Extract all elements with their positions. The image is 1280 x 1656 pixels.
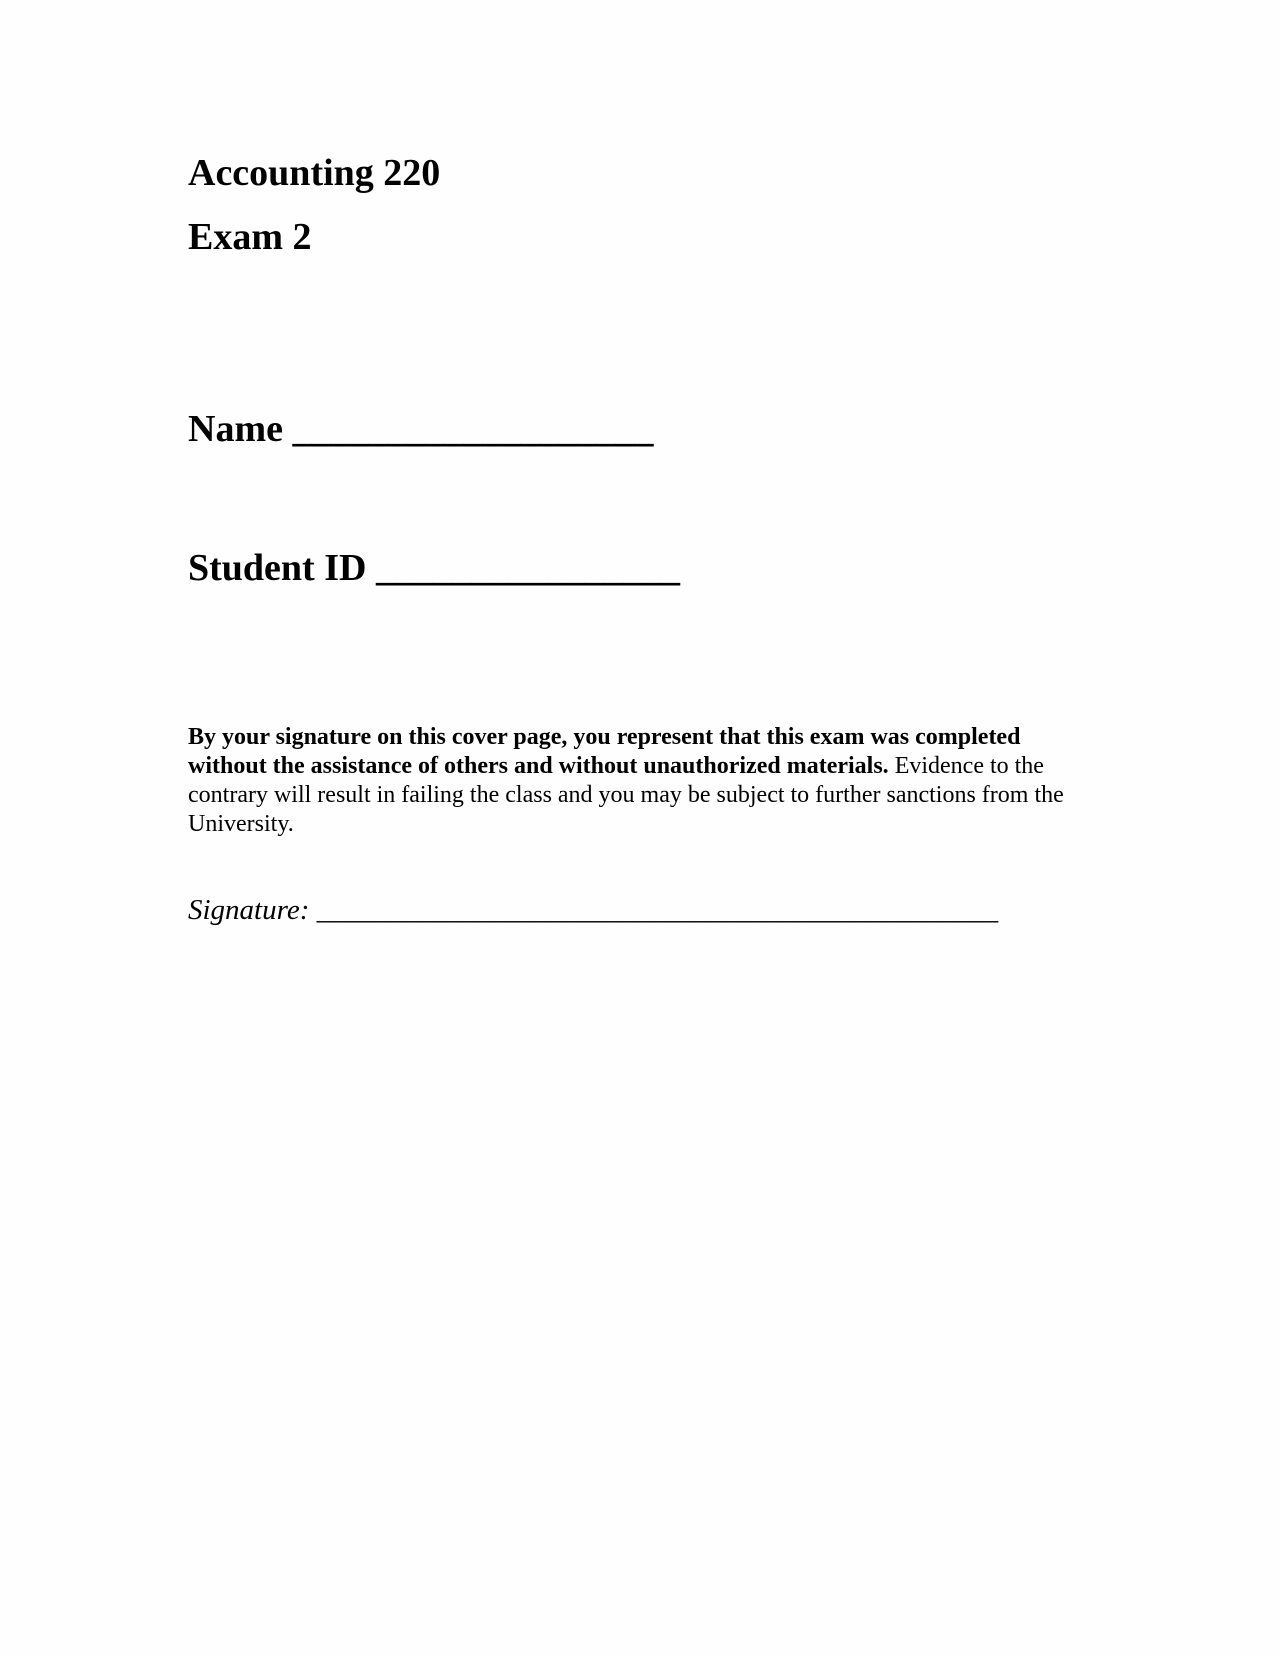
honesty-statement-bold: By your signature on this cover page, you represent that this exam was completed without the assistance of others and without unauthorized materials. (188, 724, 1021, 779)
course-title: Accounting 220 (188, 152, 441, 194)
signature-row (188, 893, 998, 927)
name-label: Name (188, 408, 283, 450)
name-blank-line: ___________________ (292, 408, 654, 450)
signature-label: Signature: (188, 894, 310, 926)
exam-title: Exam 2 (188, 216, 312, 258)
honesty-statement (188, 723, 1093, 839)
name-field-row (188, 407, 653, 451)
honesty-statement-rest: Evidence to the contrary will result in failing the class and you may be subject to further sanctions from the University. (188, 753, 1064, 837)
student-id-label: Student ID (188, 547, 367, 589)
student-id-field-row (188, 546, 680, 590)
signature-blank-line: _______________________________________________ (316, 894, 999, 926)
student-id-blank-line: ________________ (375, 547, 680, 589)
